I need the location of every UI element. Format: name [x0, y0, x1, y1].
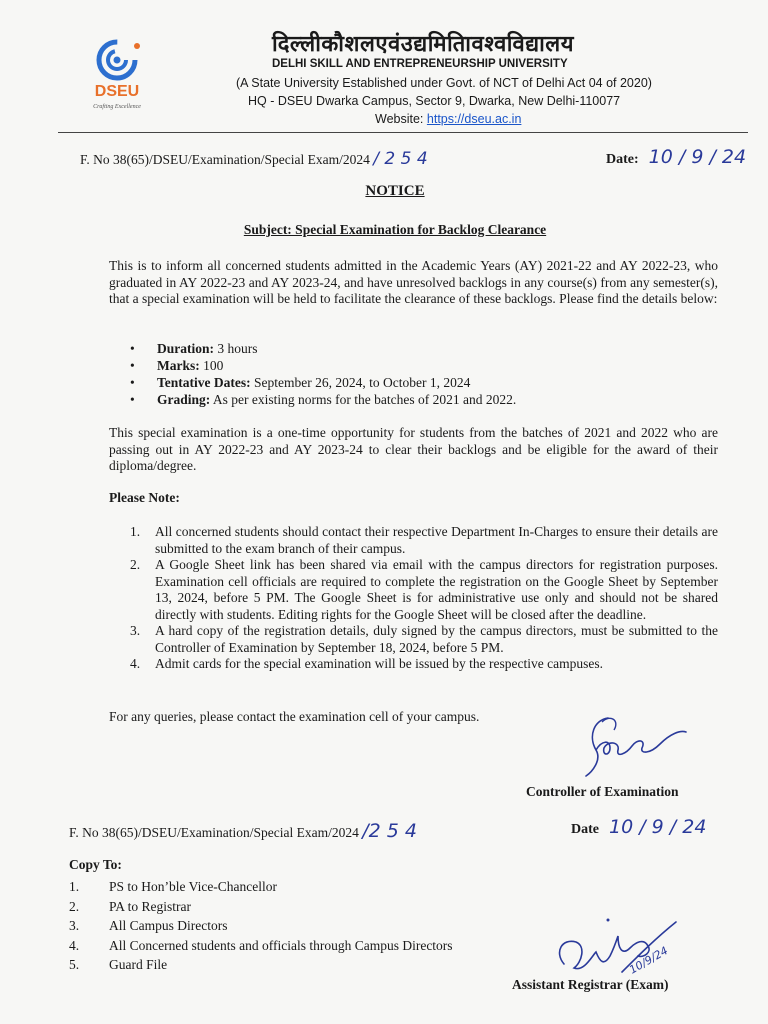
notice-title: NOTICE — [365, 183, 425, 199]
established-line: (A State University Established under Govt. of NCT of Delhi Act 04 of 2020) — [236, 76, 652, 90]
date-label: Date: — [606, 152, 639, 167]
website-label: Website: — [375, 112, 424, 126]
logo-text: DSEU — [94, 83, 140, 100]
copy-to-item: 5. Guard File — [69, 957, 168, 972]
note-item: 1. All concerned students should contact their respective Department In-Charges to ensure their details are submitted to the exam branch of their campus. — [130, 524, 718, 556]
notice-subject: Subject: Special Examination for Backlog Clearance — [243, 222, 547, 237]
handwritten-file-number-2: /2 5 4 — [362, 820, 418, 842]
queries-line: For any queries, please contact the examination cell of your campus. — [109, 709, 480, 724]
svg-text:10/9/24: 10/9/24 — [627, 944, 671, 977]
date-row — [606, 146, 746, 168]
file-number-text: F. No 38(65)/DSEU/Examination/Special Exam/2024 — [80, 152, 370, 167]
note-item: 3. A hard copy of the registration details, duly signed by the campus directors, must be submitted to the Controller of Examination by September 18, 2024, before 5 PM. — [130, 623, 718, 655]
hq-address: HQ - DSEU Dwarka Campus, Sector 9, Dwarka, New Delhi-110077 — [248, 94, 621, 108]
handwritten-date: 10 / 9 / 24 — [648, 146, 747, 168]
header-divider — [58, 132, 748, 133]
controller-of-examination: Controller of Examination — [526, 784, 679, 799]
notes-list — [130, 524, 718, 673]
copy-to-item: 2. PA to Registrar — [69, 898, 192, 914]
copy-to-list — [69, 877, 453, 975]
note-item: 2. A Google Sheet link has been shared via email with the campus directors for registration purposes. Examination cell officials are required to complete the registration on the Google Sheet by September 13, 2024, before 5 PM. The Google Sheet is for administrative use only and should not be shared directly with students. Editing rights for the Google Sheet will be closed after the deadline. — [130, 557, 718, 622]
opportunity-paragraph: This special examination is a one-time opportunity for students from the batches of 2021 and 2022 who are passing out in AY 2022-23 and AY 2023-24 to clear their backlogs and be eligible for the award of their diploma/degree. — [109, 425, 718, 473]
controller-signature — [580, 710, 690, 782]
handwritten-file-number: / 2 5 4 — [373, 149, 428, 169]
handwritten-date-2: 10 / 9 / 24 — [609, 816, 707, 838]
note-item: 4. Admit cards for the special examination will be issued by the respective campuses. — [130, 656, 603, 671]
copy-to-item: 3. All Campus Directors — [69, 918, 228, 933]
detail-grading: • Grading: As per existing norms for the batches of 2021 and 2022. — [130, 391, 516, 408]
assistant-registrar: Assistant Registrar (Exam) — [512, 977, 669, 992]
copy-to-item: 4. All Concerned students and officials through Campus Directors — [69, 937, 453, 953]
exam-details-list — [130, 340, 516, 408]
date-row-2 — [571, 816, 706, 838]
website-link[interactable]: https://dseu.ac.in — [426, 112, 522, 126]
copy-to-item: 1. PS to Hon’ble Vice-Chancellor — [69, 879, 278, 894]
file-number-2 — [69, 820, 417, 842]
university-name: DELHI SKILL AND ENTREPRENEURSHIP UNIVERSITY — [272, 58, 568, 70]
website-row — [375, 112, 521, 126]
detail-marks: • Marks: 100 — [130, 357, 516, 374]
dseu-logo — [86, 36, 148, 114]
detail-dates: • Tentative Dates: September 26, 2024, to October 1, 2024 — [130, 374, 516, 391]
hindi-university-name: दिल्लीकौशलएवंउद्यमितािवश्वविद्यालय — [272, 32, 574, 57]
file-number — [80, 149, 428, 169]
date-label-2: Date — [571, 822, 599, 837]
logo-tagline: Crafting Excellence — [93, 104, 141, 110]
please-note-heading: Please Note: — [109, 490, 180, 505]
copy-to-heading: Copy To: — [69, 857, 122, 872]
intro-paragraph: This is to inform all concerned students admitted in the Academic Years (AY) 2021-22 and AY 2022-23, who graduated in AY 2022-23 and AY 2023-24, and have unresolved backlogs in any course(s) from any semester(s), that a special examination will be held to facilitate the clearance of these backlogs. Please find the details below: — [109, 258, 718, 306]
file-number-text-2: F. No 38(65)/DSEU/Examination/Special Exam/2024 — [69, 825, 359, 840]
detail-duration: • Duration: 3 hours — [130, 340, 516, 357]
assistant-registrar-signature — [552, 912, 682, 984]
